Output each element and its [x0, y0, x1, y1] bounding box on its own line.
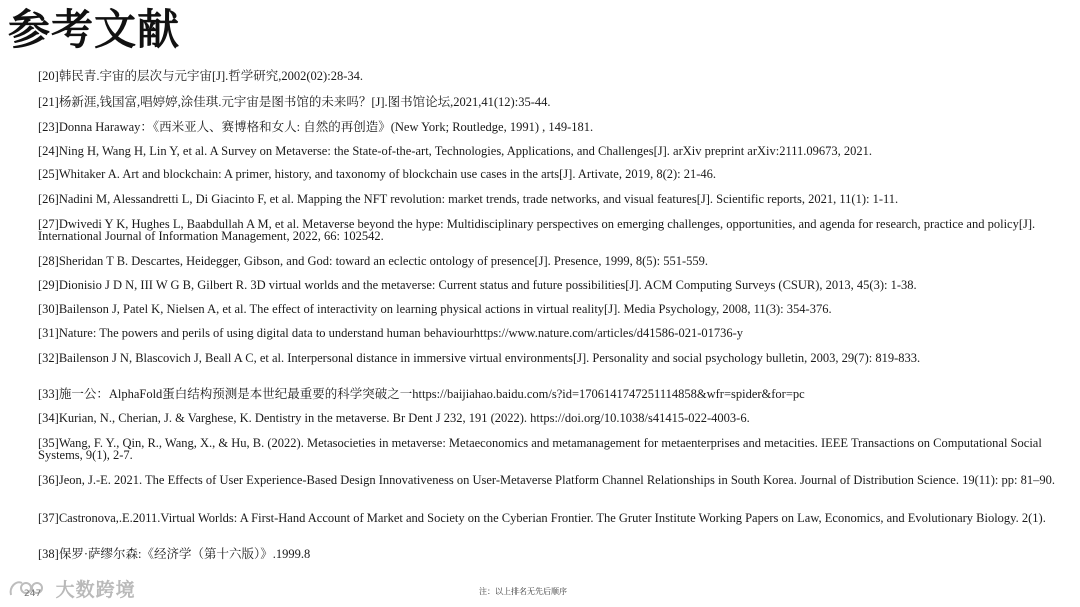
reference-item: [26]Nadini M, Alessandretti L, Di Giacinto F, et al. Mapping the NFT revolution: market trends, trade networks, and visual features[J]. Scientific reports, 2021, 11(1): 1-11.: [38, 192, 899, 206]
reference-item: [20]韩民青.宇宙的层次与元宇宙[J].哲学研究,2002(02):28-34.: [38, 69, 363, 83]
watermark-text: 大数跨境: [55, 579, 136, 601]
reference-item: [31]Nature: The powers and perils of using digital data to understand human behaviourhttps://www.nature.com/articles/d41586-021-01736-y: [38, 326, 744, 340]
reference-item: [30]Bailenson J, Patel K, Nielsen A, et al. The effect of interactivity on learning physical actions in virtual reality[J]. Media Psychology, 2008, 11(3): 354-376.: [38, 302, 832, 316]
reference-item: [38]保罗·萨缪尔森:《经济学（第十六版）》.1999.8: [38, 547, 311, 561]
reference-item: [36]Jeon, J.-E. 2021. The Effects of User Experience-Based Design Innovativeness on User-Metaverse Platform Channel Relationships in South Korea. Journal of Distribution Science. 19(11): pp: 81–90.: [38, 473, 1055, 487]
reference-item: [27]Dwivedi Y K, Hughes L, Baabdullah A M, et al. Metaverse beyond the hype: Multidisciplinary perspectives on emerging challenges, opportunities, and agenda for research, practice and policy[J]. International Journal of Information Management, 2022, 66: 102542.: [38, 217, 1036, 243]
reference-item: [24]Ning H, Wang H, Lin Y, et al. A Survey on Metaverse: the State-of-the-art, Technologies, Applications, and Challenges[J]. arXiv preprint arXiv:2111.09673, 2021.: [38, 144, 873, 158]
reference-item: [21]杨新涯,钱国富,唱婷婷,涂佳琪.元宇宙是图书馆的未来吗？[J].图书馆论坛,2021,41(12):35-44.: [38, 95, 551, 109]
page-title: 参考文献: [8, 5, 181, 54]
footnote: 注：以上排名无先后顺序: [479, 587, 567, 596]
reference-item: [23]Donna Haraway：《西米亚人、赛博格和女人: 自然的再创造》(New York; Routledge, 1991) , 149-181.: [38, 120, 594, 134]
reference-item: [28]Sheridan T B. Descartes, Heidegger, Gibson, and God: toward an eclectic ontology of presence[J]. Presence, 1999, 8(5): 551-559.: [38, 254, 709, 268]
reference-item: [29]Dionisio J D N, III W G B, Gilbert R. 3D virtual worlds and the metaverse: Current status and future possibilities[J]. ACM Computing Surveys (CSUR), 2013, 45(3): 1-38.: [38, 278, 917, 292]
page-number: 247: [24, 589, 42, 599]
reference-item: [34]Kurian, N., Cherian, J. & Varghese, K. Dentistry in the metaverse. Br Dent J 232, 191 (2022). https://doi.org/10.1038/s41415-022-4003-6.: [38, 411, 750, 425]
reference-item: [37]Castronova,.E.2011.Virtual Worlds: A First-Hand Account of Market and Society on the Cyberian Frontier. The Gruter Institute Working Papers on Law, Economics, and Evolutionary Biology. 2(1).: [38, 511, 1046, 525]
reference-item: [25]Whitaker A. Art and blockchain: A primer, history, and taxonomy of blockchain use cases in the arts[J]. Artivate, 2019, 8(2): 21-46.: [38, 167, 717, 181]
reference-item: [35]Wang, F. Y., Qin, R., Wang, X., & Hu, B. (2022). Metasocieties in metaverse: Metaeconomics and metamanagement for metaenterprises and metacities. IEEE Transactions on Computational Social Systems, 9(1), 2-7.: [38, 436, 1042, 462]
reference-item: [32]Bailenson J N, Blascovich J, Beall A C, et al. Interpersonal distance in immersive virtual environments[J]. Personality and social psychology bulletin, 2003, 29(7): 819-833.: [38, 351, 921, 365]
reference-item: [33]施一公：AlphaFold蛋白结构预测是本世纪最重要的科学突破之一https://baijiahao.baidu.com/s?id=1706141747251114858&wfr=spider&for=pc: [38, 387, 805, 401]
